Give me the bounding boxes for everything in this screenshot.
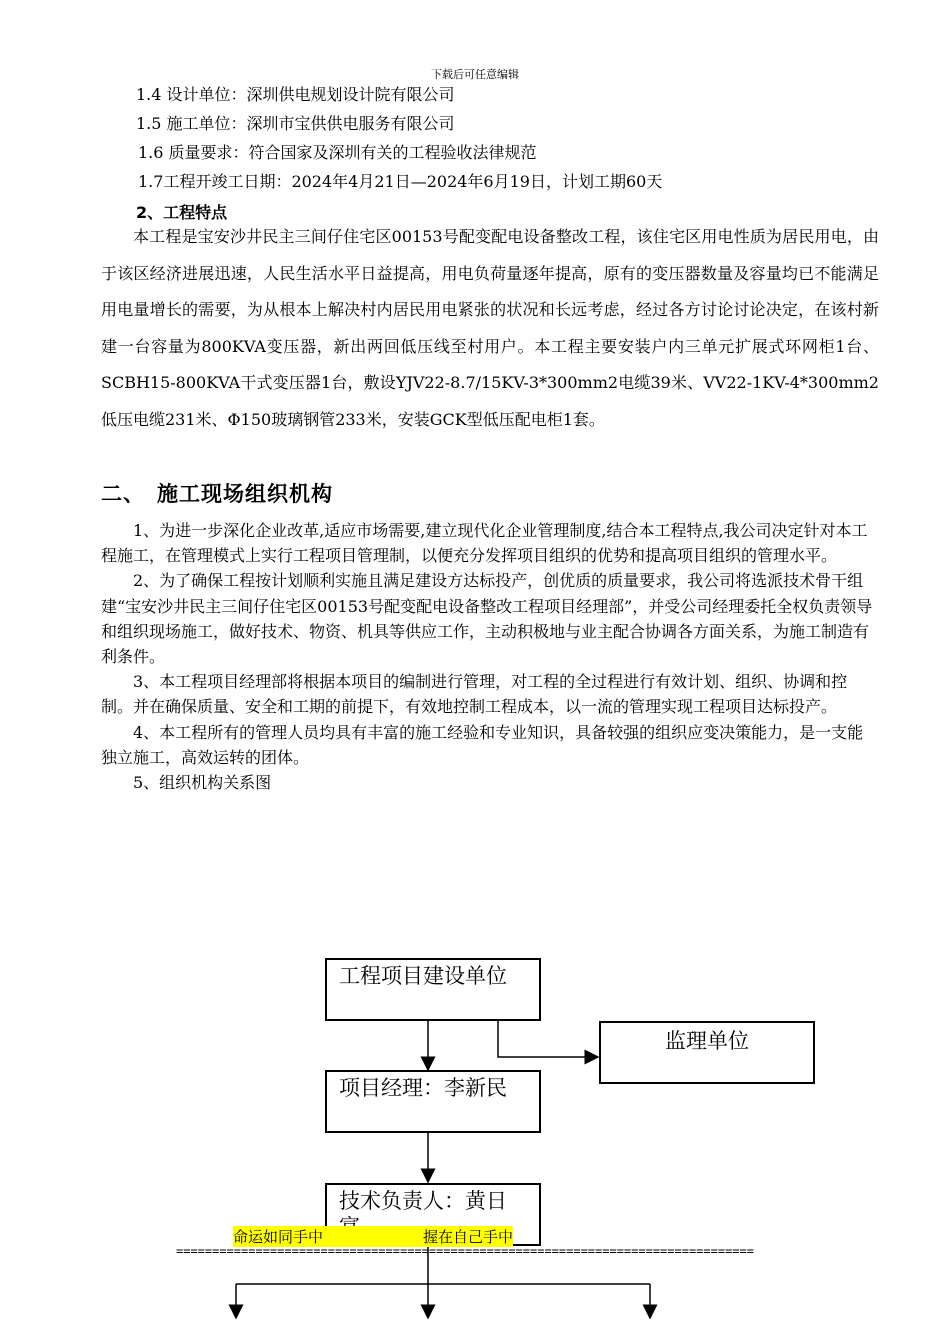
section-features-body: 本工程是宝安沙井民主三间仔住宅区00153号配变配电设备整改工程，该住宅区用电性质为居民用电，由于该区经济进展迅速，人民生活水平日益提高，用电负荷量逐年提高，原有的变压器数量及容量均已不能满足用电量增长的需要，为从根本上解决村内居民用电紧张的状况和长远考虑，经过各方讨论讨论决定，在该村新建一台容量为800KVA变压器，新出两回低压线至村用户。本工程主要安装户内三单元扩展式环网柜1台、SCBH15-800KVA干式变压器1台，敷设YJV22-8.7/15KV-3*300mm2电缆39米、VV22-1KV-4*300mm2低压电缆231米、Φ150玻璃钢管233米，安装GCK型低压配电柜1套。 <box>101 227 879 429</box>
org-paragraph: 1、为进一步深化企业改革,适应市场需要,建立现代化企业管理制度,结合本工程特点,我公司决定针对本工程施工，在管理模式上实行工程项目管理制，以便充分发挥项目组织的优势和提高项目组织的管理水平。 <box>101 521 868 566</box>
box-manager <box>325 1070 541 1133</box>
org-paragraph: 4、本工程所有的管理人员均具有丰富的施工经验和专业知识，具备较强的组织应变决策能力，是一支能独立施工，高效运转的团体。 <box>101 722 864 767</box>
info-line-schedule: 1.7工程开竣工日期：2024年4月21日—2024年6月19日，计划工期60天 <box>138 172 663 191</box>
org-paragraph: 3、本工程项目经理部将根据本项目的编制进行管理，对工程的全过程进行有效计划、组织、协调和控制。并在确保质量、安全和工期的前提下，有效地控制工程成本，以一流的管理实现工程项目达标投产。 <box>101 672 848 717</box>
section-org-title: 施工现场组织机构 <box>157 482 333 506</box>
box-owner-label: 工程项目建设单位 <box>339 964 507 988</box>
footer-motto-right: 握在自己手中 <box>423 1228 514 1246</box>
org-paragraph-chart-caption: 5、组织机构关系图 <box>133 773 272 793</box>
info-line-quality: 1.6 质量要求：符合国家及深圳有关的工程验收法律规范 <box>138 143 537 162</box>
box-manager-label: 项目经理：李新民 <box>339 1076 507 1100</box>
info-line-construction-unit: 1.5 施工单位：深圳市宝供供电服务有限公司 <box>136 114 455 133</box>
section-org-number: 二、 <box>101 482 145 506</box>
box-tech-lead-line1: 技术负责人：黄日 <box>339 1189 507 1213</box>
info-line-design-unit: 1.4 设计单位：深圳供电规划设计院有限公司 <box>136 85 455 104</box>
org-paragraph: 2、为了确保工程按计划顺利实施且满足建设方达标投产，创优质的质量要求，我公司将选派技术骨干组建“宝安沙井民主三间仔住宅区00153号配变配电设备整改工程项目经理部”，并受公司经理委托全权负责领导和组织现场施工，做好技术、物资、机具等供应工作，主动积极地与业主配合协调各方面关系，为施工制造有利条件。 <box>101 571 873 667</box>
box-owner <box>325 958 541 1021</box>
footer-separator: ================================================================================ <box>176 1244 754 1258</box>
arrow-owner-to-supervisor <box>498 1019 592 1057</box>
box-supervisor <box>599 1021 815 1084</box>
section-features-title: 2、工程特点 <box>136 203 228 222</box>
header-note: 下载后可任意编辑 <box>431 68 519 81</box>
footer-motto-left: 命运如同手中 <box>233 1228 324 1246</box>
box-supervisor-label: 监理单位 <box>665 1029 749 1053</box>
